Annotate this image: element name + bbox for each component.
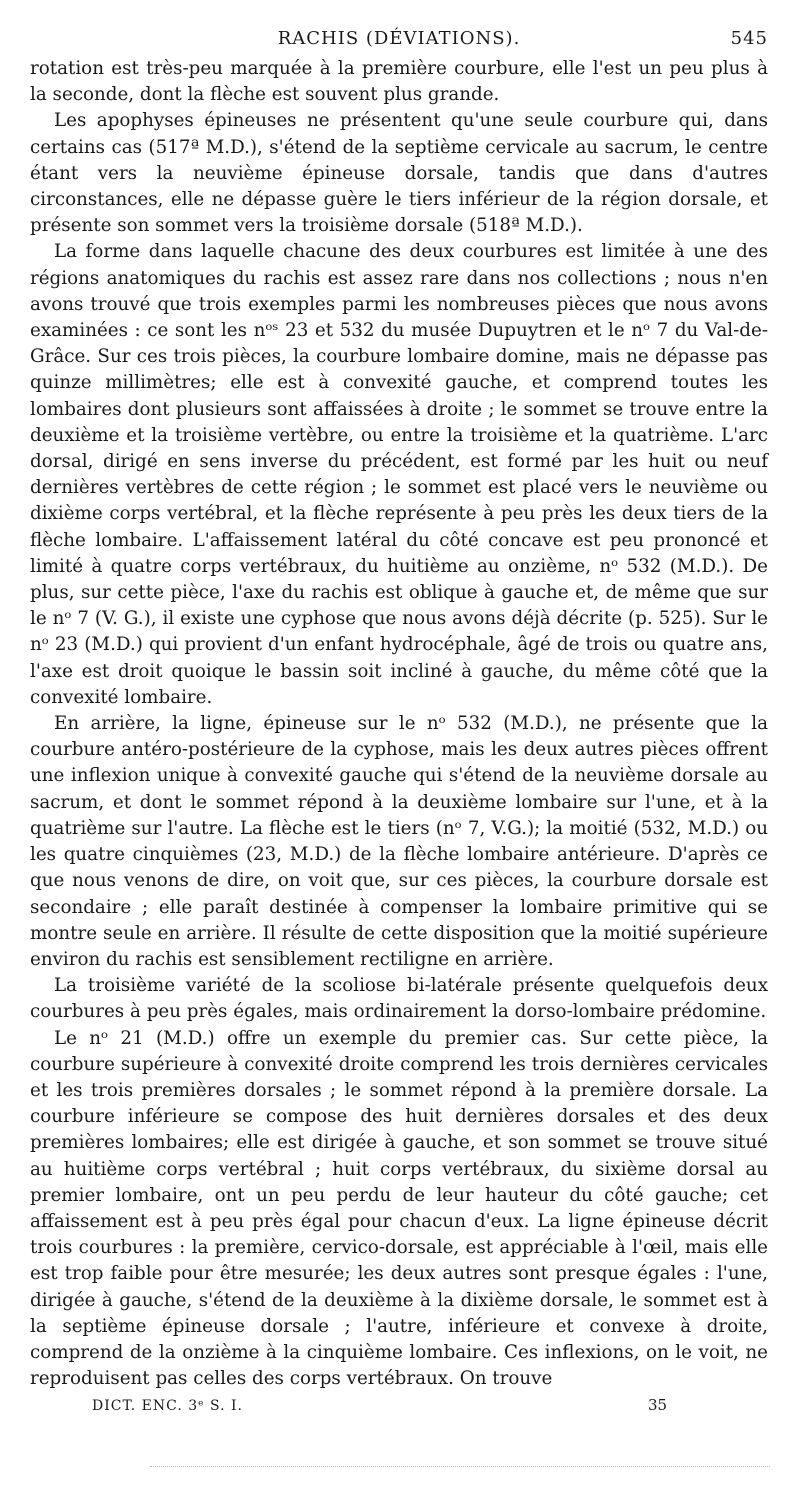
body-text (30, 56, 768, 1392)
paragraph: Le nᵒ 21 (M.D.) offre un exemple du premier cas. Sur cette pièce, la courbure supérieure à convexité droite comprend les trois dernières cervicales et les trois premières dorsales ; le sommet répond à la première dorsale. La courbure inférieure se compose des huit dernières dorsales et des deux premières lombaires; elle est dirigée à gauche, et son sommet se trouve situé au huitième corps vertébral ; huit corps vertébraux, du sixième dorsal au premier lombaire, ont un peu perdu de leur hauteur du côté gauche; cet affaissement est à peu près égal pour chacun d'eux. La ligne épineuse décrit trois courbures : la première, cervico-dorsale, est appréciable à l'œil, mais elle est trop faible pour être mesurée; les deux autres sont presque égales : l'une, dirigée à gauche, s'étend de la deuxième à la dixième dorsale, le sommet est à la septième épineuse dorsale ; l'autre, inférieure et convexe à droite, comprend de la onzième à la cinquième lombaire. Ces inflexions, on le voit, ne reproduisent pas celles des corps vertébraux. On trouve (30, 1027, 768, 1390)
running-title: RACHIS (DÉVIATIONS). (277, 28, 521, 49)
paragraph: rotation est très-peu marquée à la première courbure, elle l'est un peu plus à la seconde, dont la flèche est souvent plus grande. (30, 58, 768, 106)
running-head (30, 28, 768, 56)
page-footer (30, 1396, 768, 1422)
document-page (30, 28, 768, 1422)
bottom-bleed-rule (150, 1466, 770, 1467)
paragraph: Les apophyses épineuses ne présentent qu'une seule courbure qui, dans certains cas (517ª M.D.), s'étend de la septième cervicale au sacrum, le centre étant vers la neuvième épineuse dorsale, tandis que dans d'autres circonstances, elle ne dépasse guère le tiers inférieur de la région dorsale, et présente son sommet vers la troisième dorsale (518ª M.D.). (30, 110, 768, 237)
page-number: 545 (730, 28, 768, 49)
paragraph: En arrière, la ligne, épineuse sur le nᵒ 532 (M.D.), ne présente que la courbure antéro-postérieure de la cyphose, mais les deux autres pièces offrent une inflexion unique à convexité gauche qui s'étend de la neuvième dorsale au sacrum, et dont le sommet répond à la deuxième lombaire sur l'une, et à la quatrième sur l'autre. La flèche est le tiers (nᵒ 7, V.G.); la moitié (532, M.D.) ou les quatre cinquièmes (23, M.D.) de la flèche lombaire antérieure. D'après ce que nous venons de dire, on voit que, sur ces pièces, la courbure dorsale est secondaire ; elle paraît destinée à compenser la lombaire primitive qui se montre seule en arrière. Il résulte de cette disposition que la moitié supérieure environ du rachis est sensiblement rectiligne en arrière. (30, 713, 768, 970)
paragraph: La forme dans laquelle chacune des deux courbures est limitée à une des régions anatomiques du rachis est assez rare dans nos collections ; nous n'en avons trouvé que trois exemples parmi les nombreuses pièces que nous avons examinées : ce sont les nᵒˢ 23 et 532 du musée Dupuytren et le nᵒ 7 du Val-de-Grâce. Sur ces trois pièces, la courbure lombaire domine, mais ne dépasse pas quinze millimètres; elle est à convexité gauche, et comprend toutes les lombaires dont plusieurs sont affaissées à droite ; le sommet se trouve entre la deuxième et la troisième vertèbre, ou entre la troisième et la quatrième. L'arc dorsal, dirigé en sens inverse du précédent, est formé par les huit ou neuf dernières vertèbres de cette région ; le sommet est placé vers le neuvième ou dixième corps vertébral, et la flèche représente à peu près les deux tiers de la flèche lombaire. L'affaissement latéral du côté concave est peu prononcé et limité à quatre corps vertébraux, du huitième au onzième, nᵒ 532 (M.D.). De plus, sur cette pièce, l'axe du rachis est oblique à gauche et, de même que sur le nᵒ 7 (V. G.), il existe une cyphose que nous avons déjà décrite (p. 525). Sur le nᵒ 23 (M.D.) qui provient d'un enfant hydrocéphale, âgé de trois ou quatre ans, l'axe est droit quoique le bassin soit incliné à gauche, du même côté que la convexité lombaire. (30, 241, 768, 708)
printer-signature: DICT. ENC. 3ᵉ S. I. (92, 1398, 243, 1415)
paragraph: La troisième variété de la scoliose bi-latérale présente quelquefois deux courbures à peu près égales, mais ordinairement la dorso-lombaire prédomine. (30, 975, 768, 1023)
sheet-number: 35 (648, 1396, 668, 1415)
